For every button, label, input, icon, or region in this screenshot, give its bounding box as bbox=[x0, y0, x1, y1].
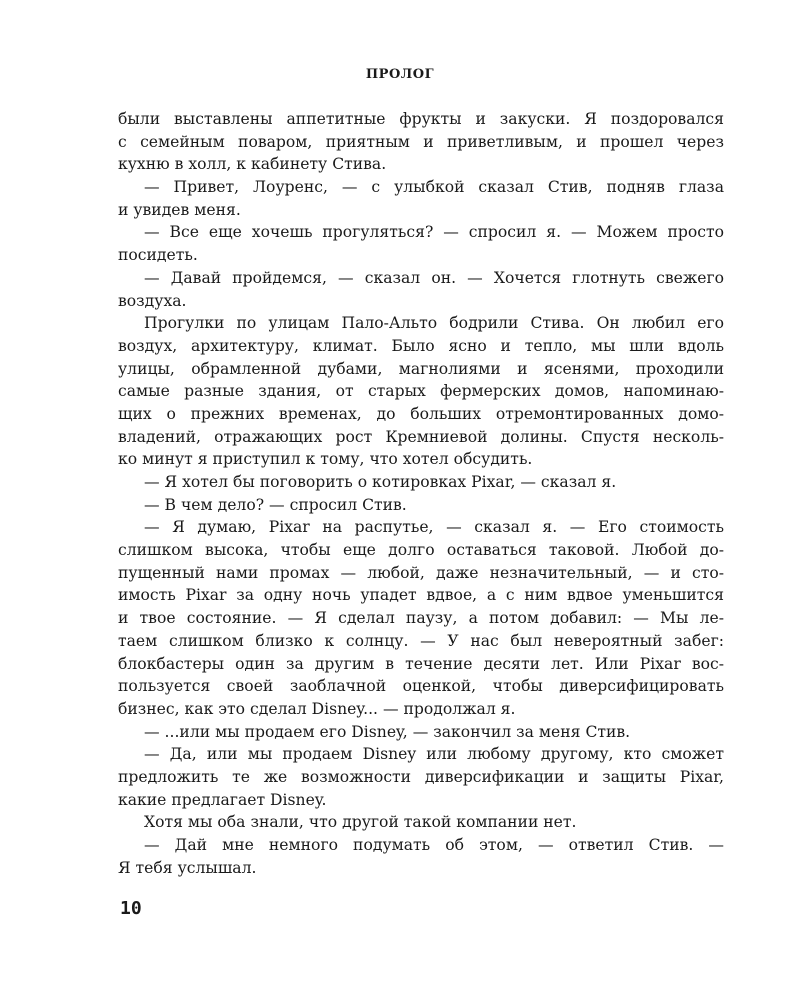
text-line: кухню в холл, к кабинету Стива. bbox=[118, 155, 387, 174]
text-line: — Давай пройдемся, — сказал он. — Хочется глотнуть свежего bbox=[144, 268, 724, 287]
text-line: какие предлагает Disney. bbox=[118, 790, 327, 809]
text-line: ко минут я приступил к тому, что хотел обсудить. bbox=[118, 450, 533, 469]
text-line: таем слишком близко к солнцу. — У нас был невероятный забег: bbox=[118, 631, 724, 650]
text-line: — Дай мне немного подумать об этом, — ответил Стив. — bbox=[144, 836, 724, 854]
text-line: — Привет, Лоуренс, — с улыбкой сказал Стив, подняв глаза bbox=[144, 178, 724, 197]
text-line: и твое состояние. — Я сделал паузу, а потом добавил: — Мы ле- bbox=[118, 609, 724, 628]
text-line: Хотя мы оба знали, что другой такой компании нет. bbox=[144, 813, 577, 832]
text-line: Я тебя услышал. bbox=[118, 858, 257, 877]
text-line: владений, отражающих рост Кремниевой долины. Спустя несколь- bbox=[118, 427, 724, 446]
text-line: — Все еще хочешь прогуляться? — спросил я. — Можем просто bbox=[144, 223, 724, 242]
text-line: щих о прежних временах, до больших отремонтированных домо- bbox=[118, 404, 724, 423]
text-line: слишком высока, чтобы еще долго оставаться таковой. Любой до- bbox=[118, 541, 724, 560]
text-line: блокбастеры один за другим в течение десяти лет. Или Pixar вос- bbox=[118, 654, 724, 673]
text-line: Прогулки по улицам Пало-Альто бодрили Стива. Он любил его bbox=[144, 314, 724, 333]
body-text bbox=[118, 108, 724, 879]
text-line: имость Pixar за одну ночь упадет вдвое, а с ним вдвое уменьшится bbox=[118, 586, 724, 605]
running-head: ПРОЛОГ bbox=[365, 67, 435, 82]
text-line: — Да, или мы продаем Disney или любому другому, кто сможет bbox=[144, 745, 724, 764]
text-line: бизнес, как это сделал Disney... — продолжал я. bbox=[118, 699, 516, 718]
text-line: улицы, обрамленной дубами, магнолиями и ясенями, проходили bbox=[118, 359, 724, 378]
text-line: и увидев меня. bbox=[118, 200, 241, 219]
text-line: — В чем дело? — спросил Стив. bbox=[144, 495, 407, 514]
text-line: воздуха. bbox=[118, 291, 187, 310]
text-line: были выставлены аппетитные фрукты и закуски. Я поздоровался bbox=[118, 110, 724, 128]
text-line: пущенный нами промах — любой, даже незначительный, — и сто- bbox=[118, 563, 724, 582]
text-line: пользуется своей заоблачной оценкой, чтобы диверсифицировать bbox=[118, 677, 724, 696]
text-line: с семейным поваром, приятным и приветливым, и прошел через bbox=[118, 132, 724, 151]
text-line: посидеть. bbox=[118, 246, 198, 265]
text-line: — Я хотел бы поговорить о котировках Pixar, — сказал я. bbox=[144, 473, 617, 491]
page-number: 10 bbox=[120, 898, 142, 919]
text-line: — ...или мы продаем его Disney, — закончил за меня Стив. bbox=[144, 722, 631, 741]
text-line: предложить те же возможности диверсификации и защиты Pixar, bbox=[118, 767, 724, 786]
text-line: — Я думаю, Pixar на распутье, — сказал я. — Его стоимость bbox=[144, 518, 724, 537]
text-line: самые разные здания, от старых фермерских домов, напоминаю- bbox=[118, 382, 724, 401]
text-line: воздух, архитектуру, климат. Было ясно и тепло, мы шли вдоль bbox=[118, 336, 724, 355]
